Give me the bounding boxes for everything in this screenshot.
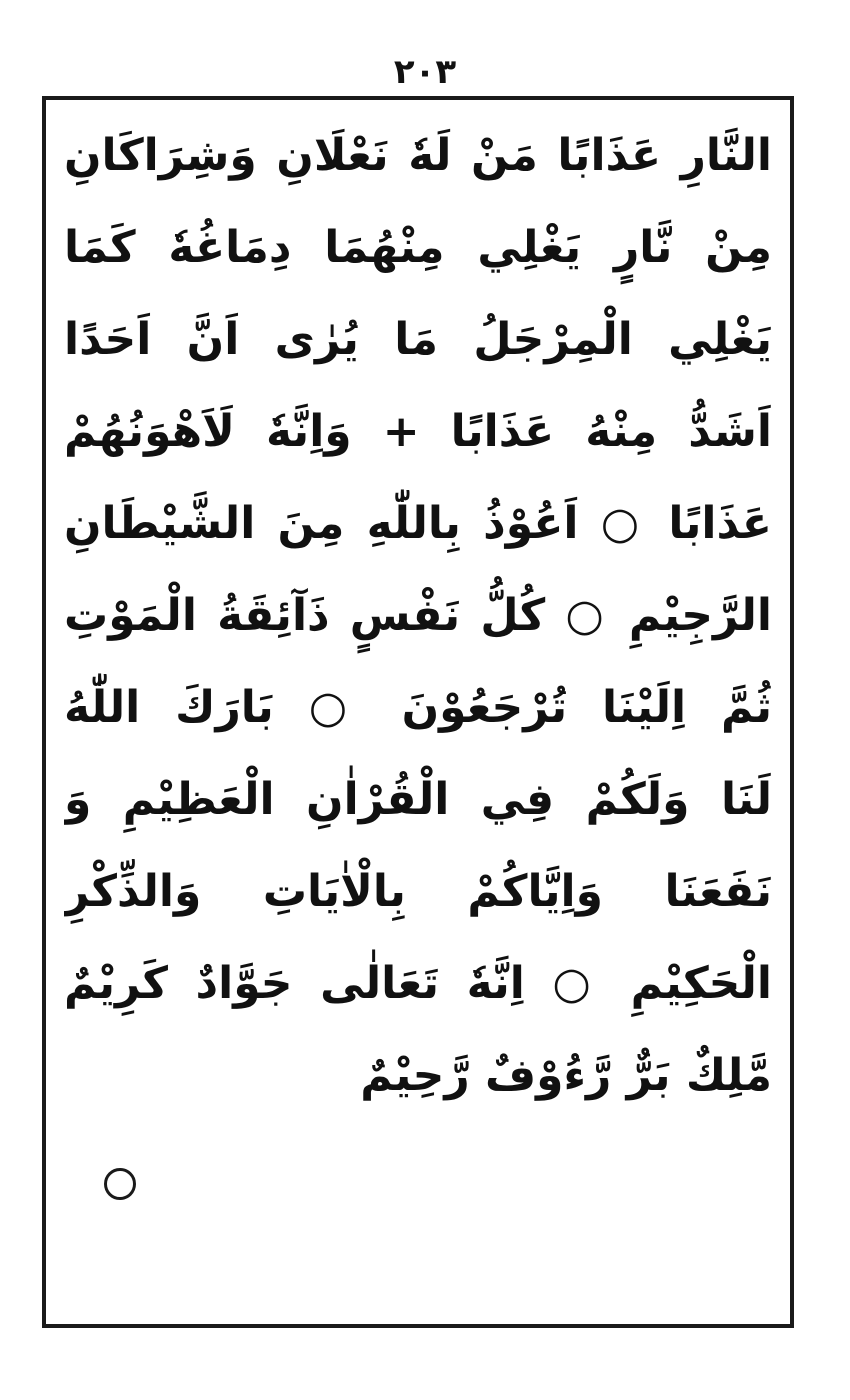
text-line-2: مِنْ نَّارٍ يَغْلِي مِنْهُمَا دِمَاغُهٗ كَمَا xyxy=(64,222,772,273)
page-number: ۲۰۳ xyxy=(393,52,457,92)
text-line-11: مَّلِكٌ بَرٌّ رَّءُوْفٌ رَّحِيْمٌ xyxy=(360,1050,772,1101)
text-line-7: ثُمَّ اِلَيْنَا تُرْجَعُوْنَ ○ بَارَكَ اللّٰهُ xyxy=(64,682,772,733)
text-line-3: يَغْلِي الْمِرْجَلُ مَا يُرٰى اَنَّ اَحَدًا xyxy=(64,314,772,365)
text-frame xyxy=(42,96,794,1328)
text-line-5: عَذَابًا ○ اَعُوْذُ بِاللّٰهِ مِنَ الشَّيْطَانِ xyxy=(64,498,772,549)
text-line-10: الْحَكِيْمِ ○ اِنَّهٗ تَعَالٰى جَوَّادٌ كَرِيْمٌ xyxy=(64,958,772,1009)
end-of-verse-circle-icon xyxy=(104,1168,136,1200)
text-line-4: اَشَدُّ مِنْهُ عَذَابًا + وَاِنَّهٗ لَاَهْوَنُهُمْ xyxy=(64,406,772,457)
text-line-1: النَّارِ عَذَابًا مَنْ لَهٗ نَعْلَانِ وَشِرَاكَانِ xyxy=(64,130,772,181)
text-line-6: الرَّجِيْمِ ○ كُلُّ نَفْسٍ ذَآئِقَةُ الْمَوْتِ xyxy=(64,590,772,641)
text-line-8: لَنَا وَلَكُمْ فِي الْقُرْاٰنِ الْعَظِيْمِ وَ xyxy=(64,774,772,825)
arabic-text-block xyxy=(64,110,772,1122)
text-line-9: نَفَعَنَا وَاِيَّاكُمْ بِالْاٰيَاتِ وَالذِّكْرِ xyxy=(64,866,772,917)
